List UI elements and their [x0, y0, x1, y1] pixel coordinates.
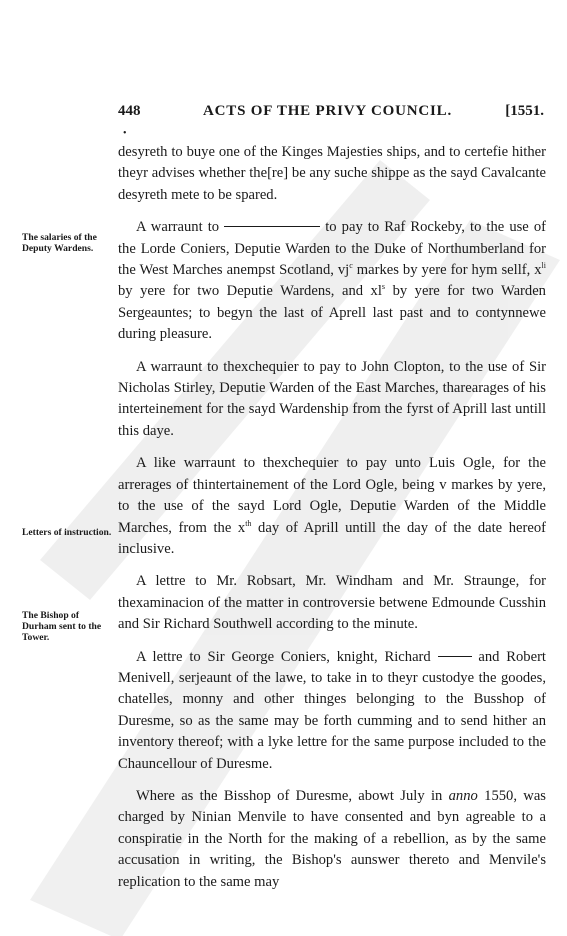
margin-note-letters: Letters of instruction.: [22, 527, 112, 538]
header-year: [1551.: [505, 103, 544, 119]
paragraph-warrant-ogle: A like warraunt to thexchequier to pay unto Luis Ogle, for the arrerages of thintertainement of the Lord Ogle, being v markes by yere, to the use of the sayd Lord Ogle, Deputie Warden of the Middle Marches, from the $x^{th}$ day of Aprill untill the day of the date hereof inclusive.: [118, 455, 547, 557]
paragraph-bishop-duresme: Where as the Bisshop of Duresme, abowt July in anno 1550, was charged by Ninian Menvile to have consented and byn agreable to a conspiratie in the North for the making of a rebellion, as by the same accusation in writing, the Bishop's aunswer thereto and Menvile's replication to the same may: [118, 787, 546, 890]
paragraph-ships: desyreth to buye one of the Kinges Majesties ships, and to certefie hither theyr advises whether the[re] be any suche shippe as the sayd Cavalcante desyreth mete to be spared.: [118, 144, 546, 203]
paragraph-lettre-robsart: A lettre to Mr. Robsart, Mr. Windham and Mr. Straunge, for thexaminacion of the matter in controversie betwene Edmounde Cusshin and Sir Richard Southwell according to the minute.: [118, 573, 546, 633]
ornament-dot: •: [123, 128, 127, 139]
margin-note-bishop: The Bishop of Durham sent to the Tower.: [22, 610, 102, 643]
paragraph-warrant-clopton: A warraunt to thexchequier to pay to John Clopton, to the use of Sir Nicholas Stirley, Deputie Warden of the East Marches, tharearages of his interteinement for the sayd Wardenship from the fyrst of Aprill last untill this daye.: [118, 358, 546, 439]
page-header: [118, 103, 544, 127]
margin-note-salaries: The salaries of the Deputy Wardens.: [22, 232, 97, 254]
paragraph-warrant-coniers: A warraunt to to pay to Raf Rockeby, to the use of the Lorde Coniers, Deputie Warden to the Duke of Northumberland for the West Marches anempst Scotland, $vj^c$ markes by yere for hym sellf, $x^{li}$ by yere for two Deputie Wardens, and $xl^s$ by yere for two Warden Sergeauntes; to begyn the last of Aprell last past and to contynnewe during pleasure.: [118, 219, 547, 343]
page-body: [118, 142, 546, 904]
running-title: ACTS OF THE PRIVY COUNCIL.: [203, 103, 453, 119]
page-number: 448: [118, 103, 141, 119]
blank-line: [224, 226, 320, 227]
paragraph-lettre-coniers: A lettre to Sir George Coniers, knight, Richard and Robert Menivell, serjeaunt of the lawe, to take in to theyr custodye the goodes, chatelles, monny and other thinges belonging to the Busshop of Duresme, so as the same may be forth cumming and to send hither an inventory thereof; with a lyke lettre for the same purpose included to the Chauncellour of Duresme.: [118, 648, 546, 772]
blank-line: [438, 656, 472, 657]
